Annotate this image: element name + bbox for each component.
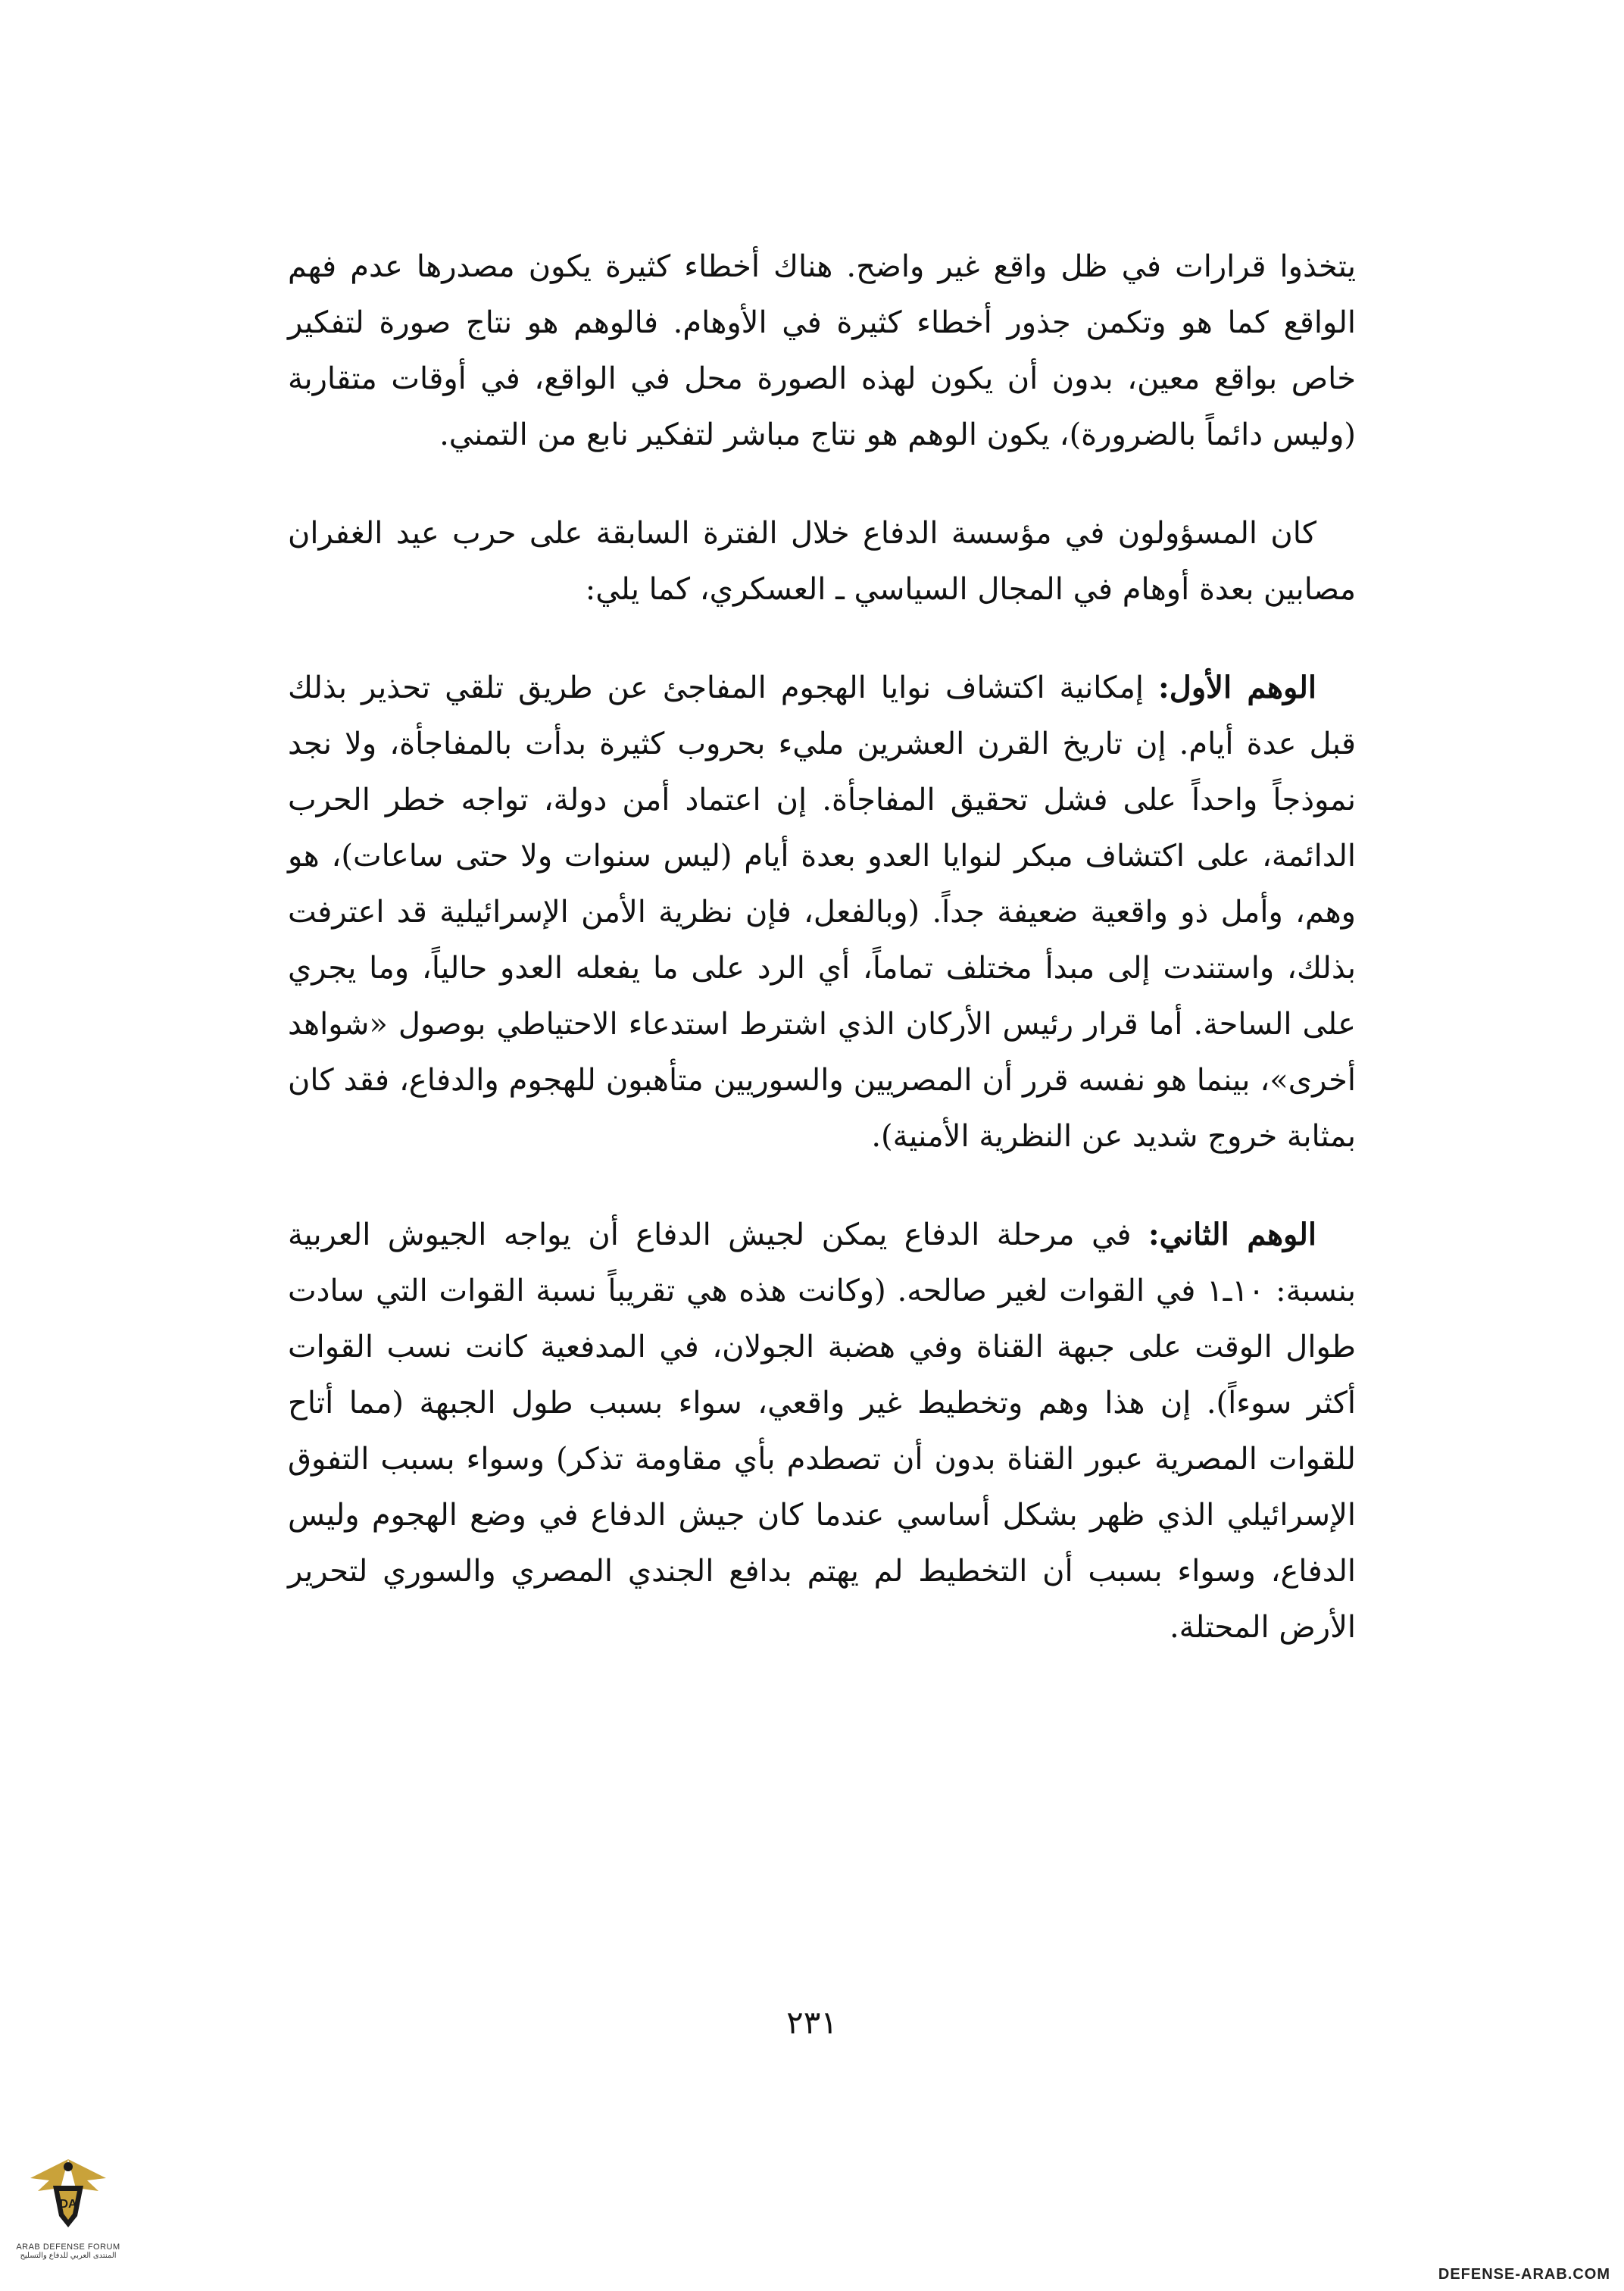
paragraph-text: يتخذوا قرارات في ظل واقع غير واضح. هناك أخطاء كثيرة يكون مصدرها عدم فهم الواقع كما هو وتكمن جذور أخطاء كثيرة في الأوهام. فالوهم هو نتاج صورة لتفكير خاص بواقع معين، بدون أن يكون لهذه الصورة محل في الواقع، في أوقات متقاربة (وليس دائماً بالضرورة)، يكون الوهم هو نتاج مباشر لتفكير نابع من التمني.: [288, 249, 1356, 452]
paragraph-lead-heading: الوهم الأول:: [1158, 670, 1316, 705]
paragraph-text: في مرحلة الدفاع يمكن لجيش الدفاع أن يواجه الجيوش العربية بنسبة: ١٠ـ١ في القوات لغير صالحه. (وكانت هذه هي تقريباً نسبة القوات التي سادت طوال الوقت على جبهة القناة وفي هضبة الجولان، في المدفعية كانت نسب القوات أكثر سوءاً). إن هذا وهم وتخطيط غير واقعي، سواء بسبب طول الجبهة (مما أتاح للقوات المصرية عبور القناة بدون أن تصطدم بأي مقاومة تذكر) وسواء بسبب التفوق الإسرائيلي الذي ظهر بشكل أساسي عندما كان جيش الدفاع في وضع الهجوم وليس الدفاع، وسواء بسبب أن التخطيط لم يهتم بدافع الجندي المصري والسوري لتحرير الأرض المحتلة.: [288, 1217, 1356, 1645]
logo-caption-arabic: المنتدى العربي للدفاع والتسليح: [20, 2252, 117, 2260]
eagle-emblem-icon: [23, 2144, 114, 2243]
paragraph-illusions-intro: [288, 505, 1356, 617]
page-number: ٢٣١: [786, 2004, 838, 2041]
logo-initials: DA: [59, 2198, 77, 2211]
logo-caption-english: ARAB DEFENSE FORUM: [16, 2243, 120, 2252]
paragraph-text: إمكانية اكتشاف نوايا الهجوم المفاجئ عن طريق تلقي تحذير بذلك قبل عدة أيام. إن تاريخ القرن العشرين مليء بحروب كثيرة بدأت بالمفاجأة، ولا نجد نموذجاً واحداً على فشل تحقيق المفاجأة. إن اعتماد أمن دولة، تواجه خطر الحرب الدائمة، على اكتشاف مبكر لنوايا العدو بعدة أيام (ليس سنوات ولا حتى ساعات)، هو وهم، وأمل ذو واقعية ضعيفة جداً. (وبالفعل، فإن نظرية الأمن الإسرائيلية قد اعترفت بذلك، واستندت إلى مبدأ مختلف تماماً، أي الرد على ما يفعله العدو حالياً، وما يجري على الساحة. أما قرار رئيس الأركان الذي اشترط استدعاء الاحتياطي بوصول «شواهد أخرى»، بينما هو نفسه قرر أن المصريين والسوريين متأهبون للهجوم والدفاع، فقد كان بمثابة خروج شديد عن النظرية الأمنية).: [288, 670, 1356, 1154]
paragraph-text: كان المسؤولون في مؤسسة الدفاع خلال الفترة السابقة على حرب عيد الغفران مصابين بعدة أوهام في المجال السياسي ـ العسكري، كما يلي:: [288, 516, 1356, 607]
paragraph-second-illusion: [288, 1207, 1356, 1655]
paragraph-lead-heading: الوهم الثاني:: [1148, 1217, 1317, 1252]
page-body: [288, 239, 1356, 1698]
paragraph-first-illusion: [288, 660, 1356, 1164]
site-watermark: DEFENSE-ARAB.COM: [1438, 2266, 1610, 2283]
paragraph-intro: [288, 239, 1356, 463]
forum-logo: [15, 2144, 121, 2280]
